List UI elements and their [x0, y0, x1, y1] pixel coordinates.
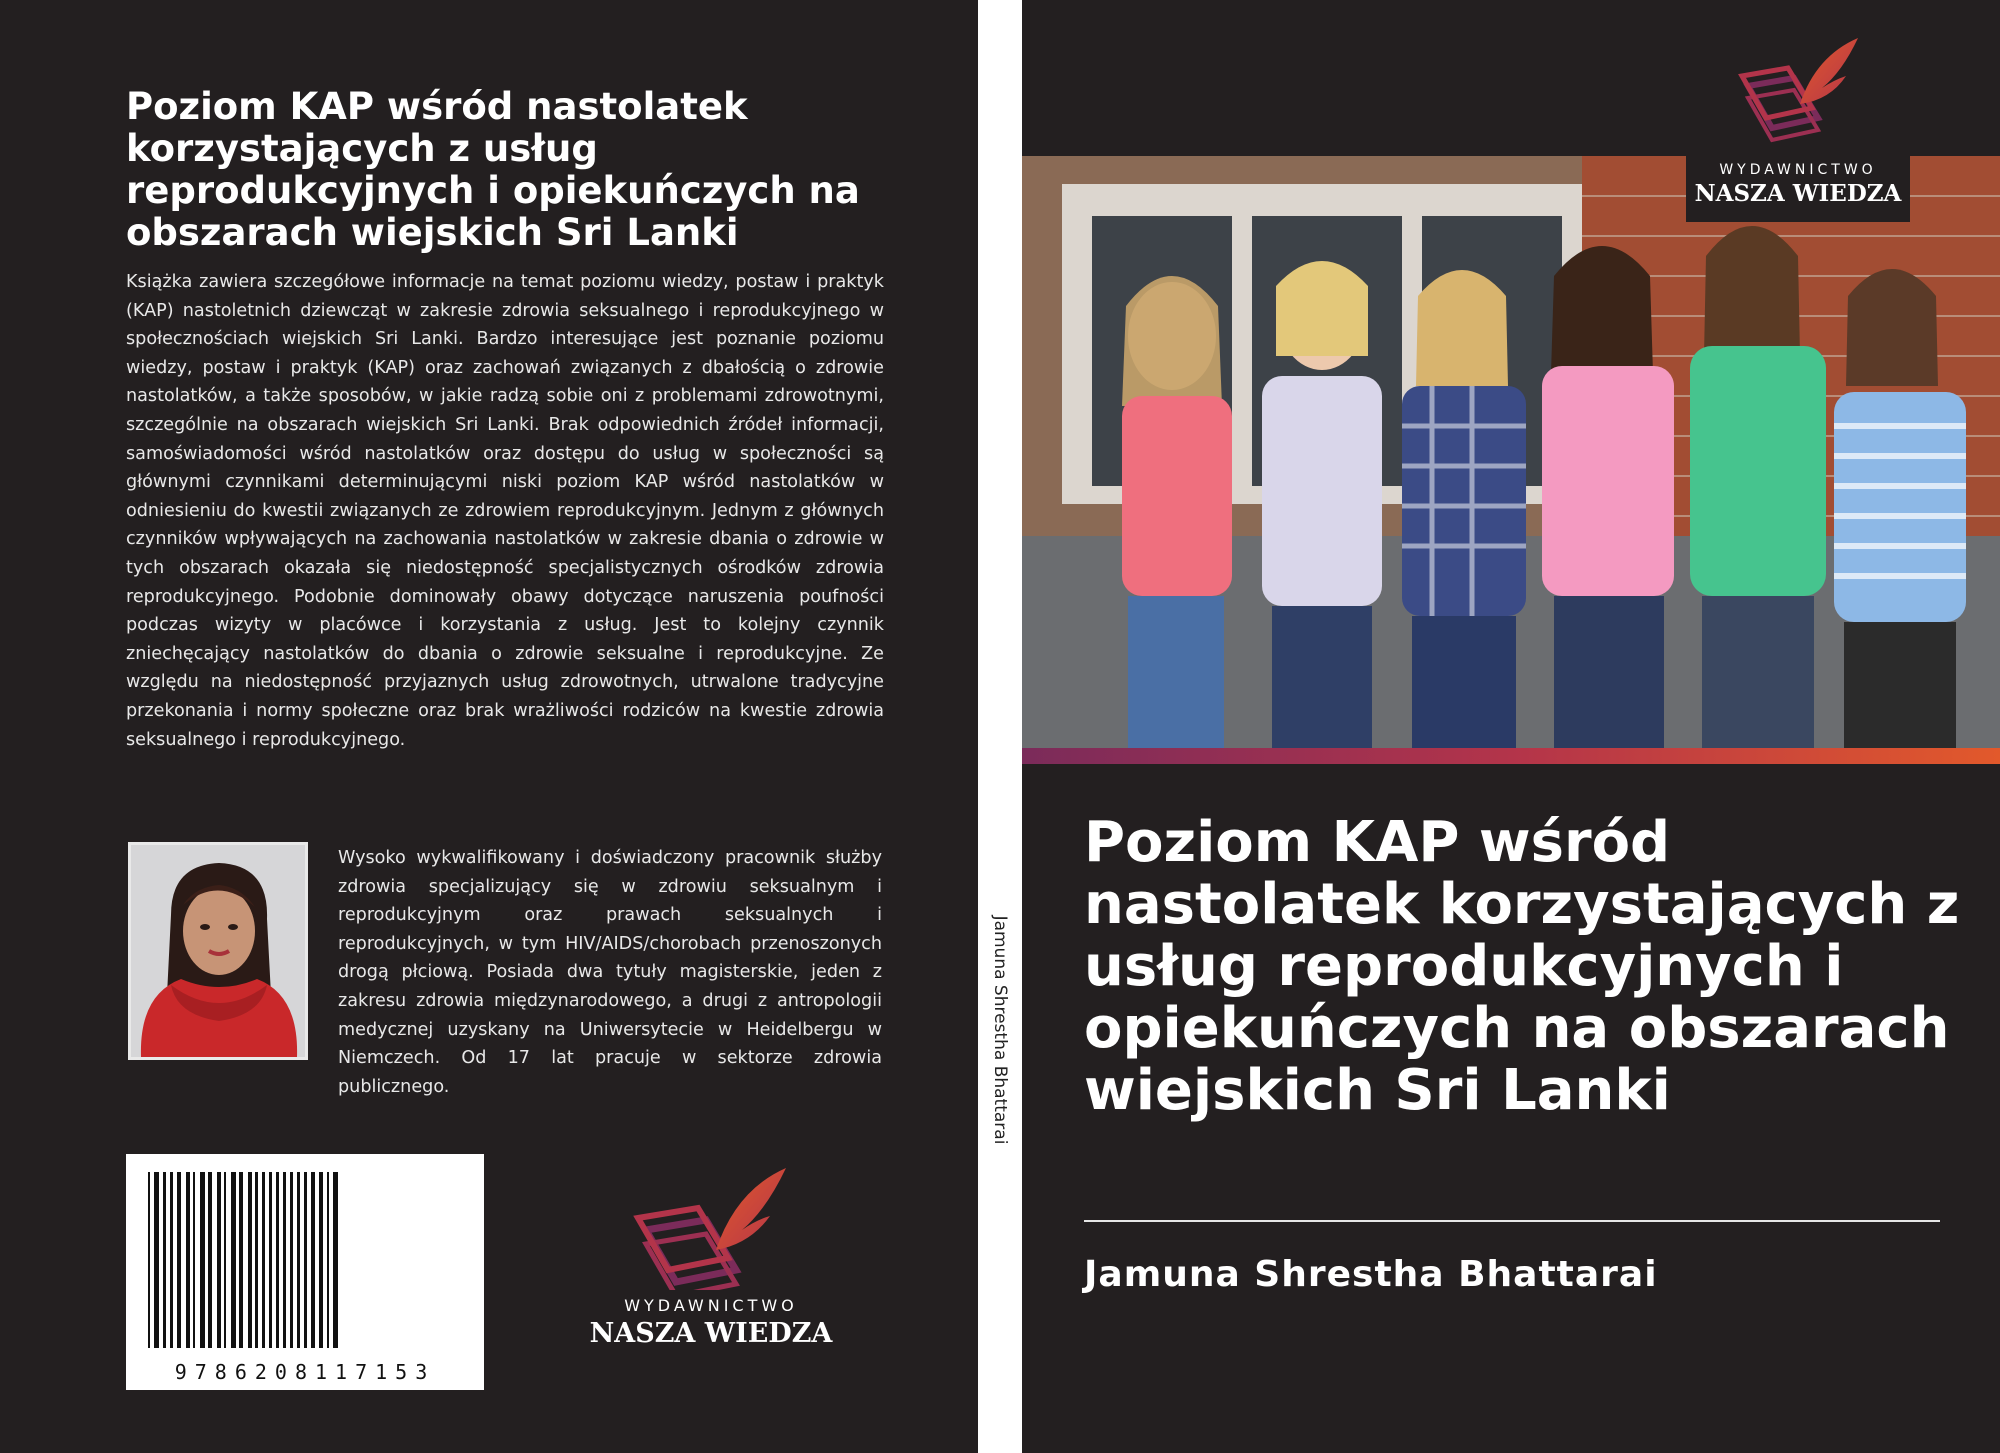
publisher-sub-front: WYDAWNICTWO — [1719, 162, 1877, 178]
isbn-digits: 9786208117153 — [174, 1360, 436, 1384]
barcode-bar — [170, 1172, 173, 1348]
barcode-bar — [224, 1172, 226, 1348]
barcode-bar — [200, 1172, 205, 1348]
accent-color-bar — [1022, 748, 2000, 764]
back-description: Książka zawiera szczegółowe informacje na temat poziomu wiedzy, postaw i praktyk (KAP) nastoletnich dziewcząt w zakresie zdrowia seksualnego i reprodukcyjnego w społecznościach wiejskich Sri Lanki. Bardzo interesujące jest poznanie poziomu wiedzy, postaw i praktyk (KAP) oraz zachowań związanych z dbałością o zdrowie nastolatków, a także sposobów, w jakie radzą sobie oni z problemami zdrowotnymi, szczególnie na obszarach wiejskich Sri Lanki. Brak odpowiednich źródeł informacji, samoświadomości wśród nastolatków oraz dostępu do usług w społeczności są głównymi czynnikami determinującymi niski poziom KAP wśród nastolatków w odniesieniu do kwestii związanych ze zdrowiem reprodukcyjnym. Jednym z głównych czynników wpływających na zachowania nastolatków w zakresie dbania o zdrowie w tych obszarach okazała się niedostępność specjalistycznych ośrodków zdrowia reprodukcyjnego. Podobnie dominowały obawy dotyczące naruszenia poufności podczas wizyty w placówce i korzystania z usług. Jest to kolejny czynnik zniechęcający nastolatków do dbania o zdrowie seksualne i reprodukcyjne. Ze względu na niedostępność przyjaznych usług zdrowotnych, utrwalone tradycyjne przekonania i normy społeczne oraz brak wrażliwości rodziców na kwestie zdrowia seksualnego i reprodukcyjnego. — [126, 272, 884, 750]
barcode-bar — [304, 1172, 307, 1348]
barcode-bar — [297, 1172, 300, 1348]
barcode-bars — [126, 1172, 484, 1372]
front-author: Jamuna Shrestha Bhattarai — [1084, 1254, 1658, 1295]
cover-photo-girls — [1022, 156, 2000, 748]
back-cover — [0, 0, 978, 1453]
author-portrait-image — [131, 845, 305, 1057]
book-quill-logo-icon — [1686, 0, 1910, 150]
barcode-bar — [193, 1172, 195, 1348]
author-bio: Wysoko wykwalifikowany i doświadczony pracownik służby zdrowia specjalizujący się w zdrowiu seksualnym i reprodukcyjnym oraz prawach seksualnych i reprodukcyjnych, w tym HIV/AIDS/chorobach przenoszonych drogą płciową. Posiada dwa tytuły magisterskie, jeden z zakresu zdrowia międzynarodowego, a drugi z antropologii medycznej uzyskany na Uniwersytecie w Heidelbergu w Niemczech. Od 17 lat pracuje w sektorze zdrowia publicznego. — [338, 848, 882, 1097]
spine-author: Jamuna Shrestha Bhattarai — [990, 915, 1010, 1145]
front-cover — [1022, 0, 2000, 1453]
back-title: Poziom KAP wśród nastolatek korzystających z usług reprodukcyjnych i opiekuńczych na obszarach wiejskich Sri Lanki — [126, 85, 860, 254]
isbn-barcode — [126, 1154, 484, 1390]
barcode-bar — [186, 1172, 190, 1348]
barcode-bar — [262, 1172, 265, 1348]
title-divider — [1084, 1220, 1940, 1222]
publisher-sub-back: WYDAWNICTWO — [624, 1296, 798, 1315]
barcode-bar — [269, 1172, 272, 1348]
barcode-bar — [290, 1172, 293, 1348]
publisher-logo-front — [1686, 0, 1910, 222]
barcode-bar — [177, 1172, 181, 1348]
publisher-name-front: NASZA WIEDZA — [1694, 180, 1902, 207]
barcode-bar — [283, 1172, 286, 1348]
barcode-bar — [333, 1172, 338, 1348]
barcode-bar — [148, 1172, 150, 1348]
barcode-bar — [276, 1172, 279, 1348]
front-title: Poziom KAP wśród nastolatek korzystających z usług reprodukcyjnych i opiekuńczych na obszarach wiejskich Sri Lanki — [1084, 810, 1960, 1123]
barcode-bar — [239, 1172, 243, 1348]
barcode-bar — [208, 1172, 212, 1348]
barcode-bar — [248, 1172, 252, 1348]
publisher-logo-back — [586, 1160, 836, 1360]
spine — [978, 0, 1022, 1453]
barcode-bar — [231, 1172, 236, 1348]
cover-photo-image — [1022, 156, 2000, 748]
barcode-bar — [217, 1172, 221, 1348]
barcode-bar — [255, 1172, 258, 1348]
publisher-name-back: NASZA WIEDZA — [589, 1318, 833, 1349]
barcode-bar — [154, 1172, 159, 1348]
barcode-bar — [319, 1172, 323, 1348]
author-photo — [128, 842, 308, 1060]
barcode-bar — [327, 1172, 329, 1348]
book-quill-logo-icon — [586, 1160, 836, 1290]
barcode-bar — [163, 1172, 166, 1348]
barcode-bar — [311, 1172, 315, 1348]
